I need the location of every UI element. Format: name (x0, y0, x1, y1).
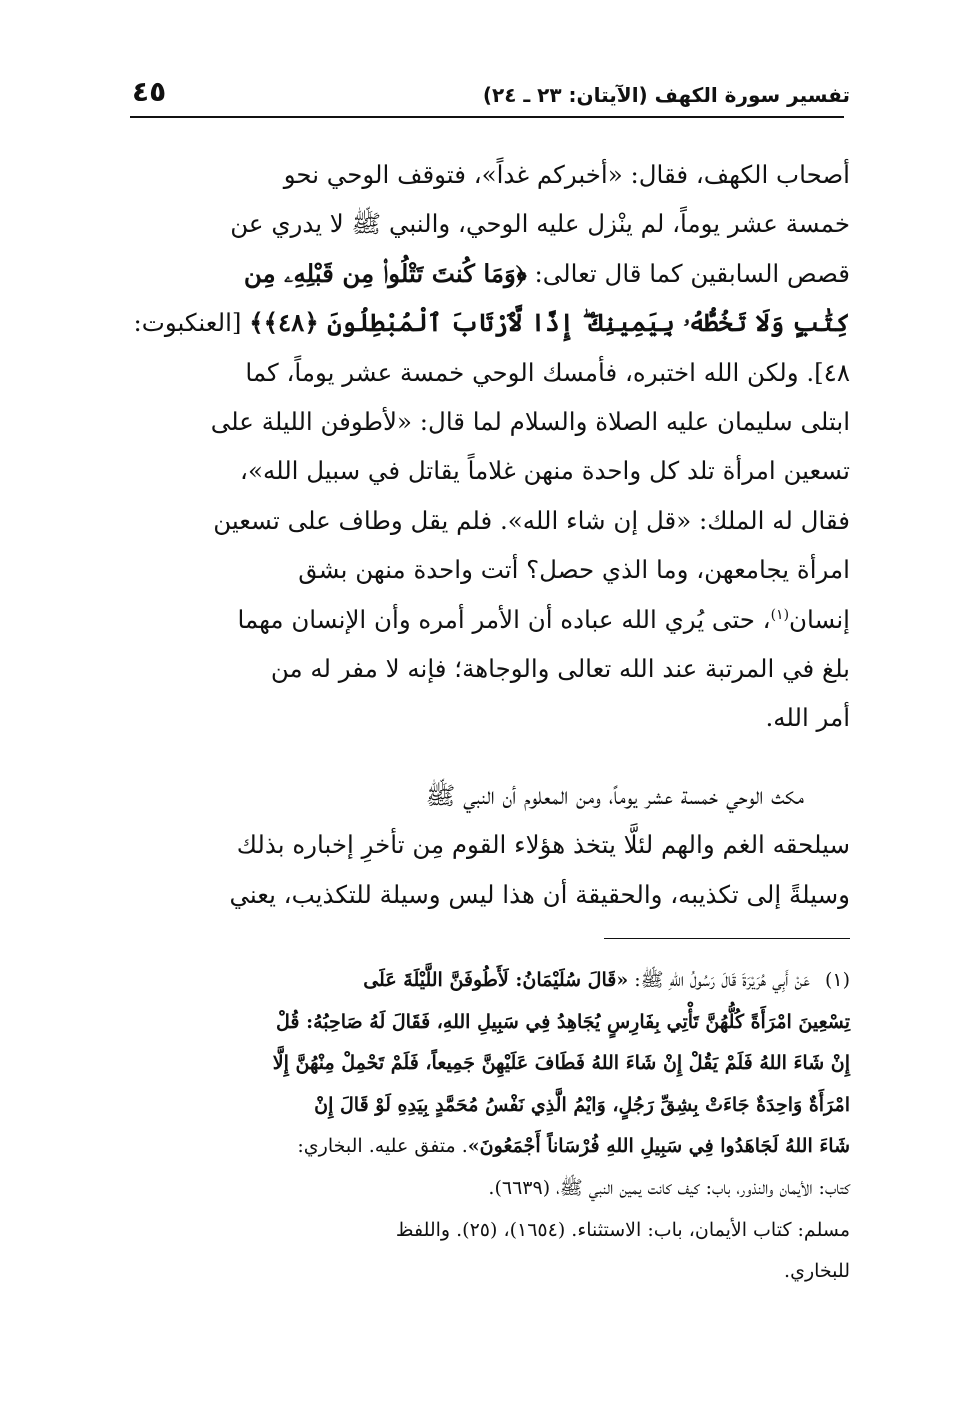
running-title: تفسير سورة الكهف (الآيتان: ٢٣ ـ ٢٤) (482, 83, 850, 107)
footnote-marker: (١) (824, 969, 850, 991)
text-segment: ، حتى يُري الله عباده أن الأمر أمره وأن الإنسان مهما (237, 604, 771, 634)
text-line: أمر الله. (765, 703, 850, 733)
footnote-reference[interactable]: (١) (770, 606, 790, 623)
footnote-line (134, 960, 850, 1002)
verse-reference: [العنكبوت: (133, 308, 242, 338)
page-number: ٤٥ (132, 75, 167, 108)
header-rule (130, 116, 844, 118)
hadith-text: شَاءَ اللهُ لَجَاهَدُوا فِي سَبِيلِ اللهِ فُرْسَاناً أَجْمَعُونَ» (467, 1135, 850, 1158)
footnote-line (134, 1126, 850, 1168)
text-line (134, 298, 850, 347)
text-line: خمسة عشر يوماً، لم ينْزل عليه الوحي، والنبي ﷺ لا يدري عن (230, 209, 850, 239)
hadith-text: «قَالَ سُلَيْمَانُ: لَأَطُوفَنَّ اللَّيْلَةَ عَلَى (363, 969, 629, 991)
text-line: امرأة يجامعهن، وما الذي حصل؟ أتت واحدة منهن بشق (298, 555, 850, 585)
text-line: فقال له الملك: «قل إن شاء الله». فلم يقل وطاف على تسعين (213, 505, 850, 535)
text-line: وسيلةً إلى تكذيبه، والحقيقة أن هذا ليس وسيلة للتكذيب، يعني (229, 879, 850, 909)
footnote-separator (604, 938, 850, 939)
hadith-source: . متفق عليه. البخاري: (297, 1135, 468, 1158)
quran-verse: كِتَٰبٍ وَلَا تَخُطُّهُۥ بِيَمِينِكَ ۖ إِذًا لَّٱرْتَابَ ٱلْمُبْطِلُونَ ﴿٤٨﴾﴾ (249, 308, 850, 338)
body-paragraph-2 (134, 771, 850, 919)
text-line (134, 595, 850, 644)
footnote-line: مسلم: كتاب الأيمان، باب: الاستثناء. (١٦٥٤)، (٢٥). واللفظ (395, 1218, 850, 1241)
text-line: أصحاب الكهف، فقال: «أخبركم غداً»، فتوقف الوحي نحو (283, 160, 850, 189)
text-line: ابتلى سليمان عليه الصلاة والسلام لما قال: «لأطوفن الليلة على (210, 407, 850, 437)
text-line: ٤٨]. ولكن الله اختبره، فأمسك الوحي خمسة عشر يوماً، كما (245, 357, 850, 387)
text-line: بلغ في المرتبة عند الله تعالى والوجاهة؛ فإنه لا مفر له من (270, 654, 850, 684)
footnote-line: كتاب: الأيمان والنذور، باب: كيف كانت يمين النبي ﷺ، (٦٦٣٩). (488, 1176, 850, 1199)
footnote-line: إِنْ شَاءَ اللهُ فَلَمْ يَقُلْ إِنْ شَاءَ اللهُ فَطَافَ عَلَيْهِنَّ جَمِيعاً، فَلَمْ تَحْمِلْ مِنْهُنَّ إِلَّا (272, 1052, 850, 1075)
body-paragraph-1 (134, 150, 850, 743)
text-line: سيلحقه الغم والهم لئلَّا يتخذ هؤلاء القوم مِن تأخرِ إخباره بذلك (236, 830, 850, 860)
footnote-line: تِسْعِينَ امْرَأَةً كُلُّهُنَّ تَأْتِي بِفَارِسٍ يُجَاهِدُ فِي سَبِيلِ اللهِ، فَقَالَ لَهُ صَاحِبُهُ: قُلْ (275, 1010, 850, 1033)
footnote-line: للبخاري. (784, 1260, 850, 1283)
footnote-1 (134, 960, 850, 1293)
footnote-line: امْرَأَةٌ وَاحِدَةٌ جَاءَتْ بِشِقِّ رَجُلٍ، وَايْمُ الَّذِي نَفْسُ مُحَمَّدٍ بِيَدِهِ لَوْ قَالَ إِنْ (314, 1093, 850, 1116)
text-segment: قصص السابقين كما قال تعالى: (534, 258, 850, 288)
text-segment: إنسان (789, 604, 850, 634)
text-line: تسعين امرأة تلد كل واحدة منهن غلاماً يقاتل في سبيل الله»، (240, 456, 850, 486)
hadith-isnad: عَنْ أَبِي هُرَيْرَةَ قَالَ رَسُولُ اللهِ ﷺ: (634, 969, 810, 991)
text-line (134, 249, 850, 298)
text-line: مكث الوحي خمسة عشر يوماً، ومن المعلوم أن النبي ﷺ (425, 781, 804, 810)
quran-verse: ﴿وَمَا كُنتَ تَتْلُوا۟ مِن قَبْلِهِۦ مِن (243, 258, 527, 288)
